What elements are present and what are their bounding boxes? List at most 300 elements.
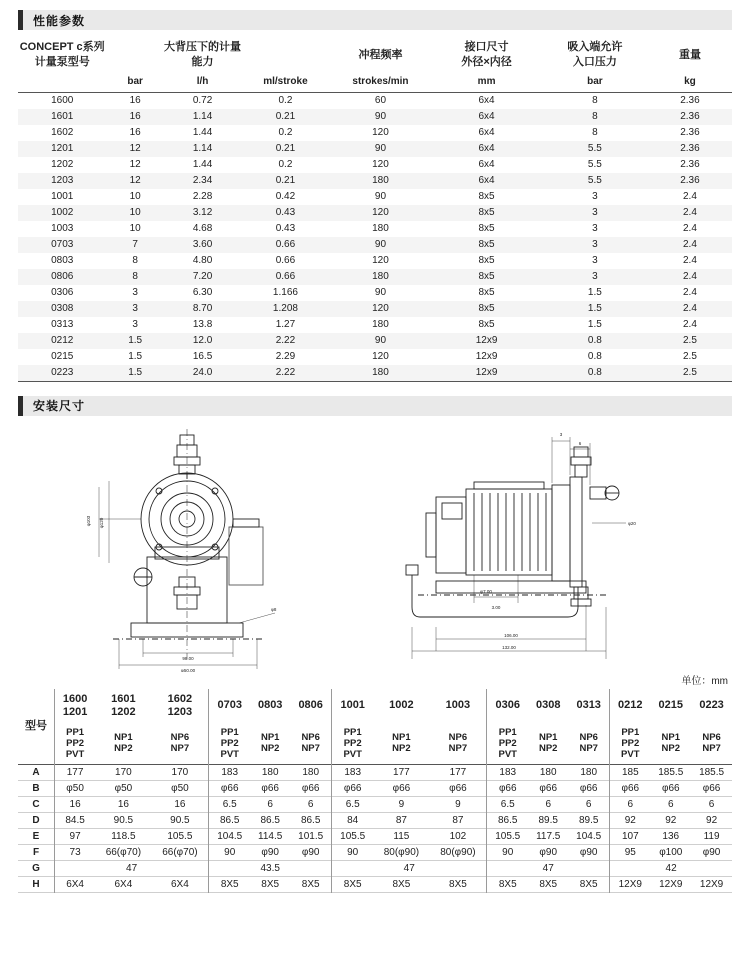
- table-row: [18, 844, 732, 860]
- table-cell: 90: [374, 191, 387, 202]
- table-cell: φ66: [449, 782, 467, 794]
- table-cell: 6: [307, 798, 314, 810]
- table-row: [18, 796, 732, 812]
- svg-text:132.00: 132.00: [502, 644, 516, 650]
- svg-text:φ7.00: φ7.00: [480, 588, 492, 594]
- row-model: 1202: [51, 159, 74, 170]
- material-code: PVT: [220, 748, 239, 760]
- table-cell: 120: [372, 351, 389, 362]
- dimension-model-header: [528, 689, 568, 723]
- table-cell: 6x4: [478, 95, 495, 107]
- header-model: [18, 38, 106, 72]
- table-cell: 6.5: [487, 796, 529, 812]
- dimension-row-label: G: [32, 862, 40, 874]
- table-row: [18, 333, 732, 349]
- dimension-material-header: [430, 723, 487, 765]
- table-cell: 115: [393, 830, 410, 842]
- table-cell: 2.22: [275, 367, 296, 378]
- table-cell: 90.5: [170, 814, 190, 826]
- unit-4: strokes/min: [352, 76, 409, 87]
- model-line1: 0212: [618, 699, 643, 711]
- table-cell: 120: [372, 159, 389, 170]
- dimension-material-header: [650, 723, 691, 765]
- table-cell: 66(φ70): [162, 846, 198, 858]
- table-cell: 2.36: [680, 95, 700, 107]
- table-row: [18, 764, 732, 780]
- svg-text:3: 3: [559, 431, 563, 437]
- table-cell: 8.70: [192, 303, 213, 314]
- table-cell: 16: [129, 127, 141, 138]
- model-line1: 0223: [699, 699, 724, 711]
- material-code: PVT: [343, 748, 362, 760]
- dimension-material-header: [95, 723, 151, 765]
- table-row: [18, 780, 732, 796]
- table-cell: 6: [610, 796, 651, 812]
- table-cell: 8x5: [478, 319, 495, 330]
- table-row: [18, 269, 732, 285]
- table-cell: 84.5: [55, 812, 96, 828]
- table-cell: 16: [55, 796, 96, 812]
- table-cell: φ50: [55, 780, 96, 796]
- table-cell: 8X5: [261, 878, 280, 890]
- material-code: PVT: [498, 748, 517, 760]
- row-model: 1602: [51, 127, 74, 138]
- table-cell: φ100: [659, 846, 683, 858]
- table-cell: 6: [545, 798, 551, 810]
- dimension-model-header: [691, 689, 732, 723]
- table-cell: 12: [129, 143, 141, 154]
- table-cell: 180: [580, 766, 598, 778]
- table-cell: 12: [129, 159, 141, 170]
- table-cell: 6.30: [192, 287, 213, 298]
- table-cell: 101.5: [298, 830, 324, 842]
- table-cell: 1.44: [192, 159, 213, 170]
- model-line1: 0308: [535, 699, 561, 711]
- header-connection-line1: 接口尺寸: [464, 41, 509, 53]
- material-code: PP2: [343, 737, 362, 749]
- table-cell: φ90: [702, 846, 721, 858]
- table-cell: 185.5: [699, 766, 725, 778]
- material-code: NP6: [448, 732, 468, 743]
- model-line1: 0306: [495, 699, 520, 711]
- table-cell: 2.36: [680, 111, 700, 122]
- unit-3: ml/stroke: [263, 76, 308, 87]
- table-cell: 10: [129, 191, 141, 202]
- table-cell: 60: [374, 95, 387, 107]
- material-code: NP6: [702, 732, 721, 743]
- table-cell: 120: [372, 207, 389, 218]
- table-cell: 117.5: [536, 830, 561, 842]
- install-section-header: [18, 396, 732, 416]
- table-cell: 6.5: [332, 796, 374, 812]
- table-cell: 42: [610, 860, 732, 876]
- dimension-material-header: [152, 723, 209, 765]
- table-cell: 6X4: [171, 878, 189, 890]
- unit-5: mm: [477, 76, 496, 87]
- table-cell: 89.5: [538, 814, 558, 826]
- table-cell: φ66: [487, 780, 529, 796]
- svg-text:98.00: 98.00: [182, 655, 194, 661]
- table-cell: 180: [372, 223, 389, 234]
- table-cell: 180: [372, 367, 389, 378]
- table-cell: 8X5: [449, 878, 467, 890]
- table-cell: 0.72: [192, 95, 213, 107]
- table-row: [18, 93, 732, 109]
- material-code: NP1: [114, 732, 133, 743]
- unit-2: l/h: [196, 76, 209, 87]
- material-code: NP6: [170, 732, 190, 743]
- table-cell: 136: [662, 830, 680, 842]
- dimension-table: [18, 689, 732, 893]
- table-row: [18, 285, 732, 301]
- table-cell: 16.5: [192, 351, 213, 362]
- performance-section-header: [18, 10, 732, 30]
- table-cell: 6: [667, 798, 674, 810]
- material-code: NP7: [579, 743, 598, 754]
- row-model: 1002: [51, 207, 74, 218]
- material-code: NP2: [661, 743, 681, 754]
- table-cell: 6.5: [209, 796, 251, 812]
- table-cell: 177: [449, 766, 467, 778]
- table-row: [18, 812, 732, 828]
- table-cell: 8x5: [478, 191, 495, 202]
- table-cell: φ90: [539, 846, 558, 858]
- svg-text:3.00: 3.00: [491, 604, 501, 610]
- table-cell: 3: [592, 239, 598, 250]
- table-cell: φ66: [702, 782, 721, 794]
- table-cell: 0.66: [275, 271, 296, 282]
- table-cell: 120: [372, 255, 389, 266]
- material-code: NP7: [448, 743, 468, 754]
- model-line2: 1203: [167, 705, 193, 718]
- table-cell: 92: [610, 812, 651, 828]
- table-cell: 1.14: [192, 111, 213, 122]
- row-model: 0212: [51, 335, 74, 346]
- table-cell: 90: [374, 111, 387, 122]
- table-cell: 0.2: [278, 127, 293, 138]
- side-view-drawing: [378, 427, 678, 672]
- dimension-material-header: [290, 723, 332, 765]
- table-cell: 2.4: [683, 271, 697, 282]
- material-code: NP6: [301, 732, 320, 743]
- performance-header-row: [18, 38, 732, 72]
- table-cell: 0.66: [275, 255, 296, 266]
- header-capacity-spacer2: [241, 38, 329, 72]
- model-line2: 1202: [111, 705, 136, 718]
- table-row: [18, 189, 732, 205]
- table-row: [18, 221, 732, 237]
- unit-1: bar: [127, 76, 143, 87]
- dimension-model-header: [568, 689, 610, 723]
- table-cell: 3: [592, 255, 598, 266]
- table-cell: 6: [585, 798, 592, 810]
- row-model: 0306: [51, 287, 74, 298]
- table-cell: 170: [115, 766, 132, 778]
- dimension-model-header: [487, 689, 529, 723]
- table-cell: 4.80: [192, 255, 213, 266]
- table-cell: 1.5: [587, 287, 602, 298]
- table-row: [18, 253, 732, 269]
- table-cell: 86.5: [260, 814, 280, 826]
- table-cell: 8x5: [478, 223, 495, 234]
- dimension-material-row: [18, 723, 732, 765]
- material-code: NP2: [538, 743, 558, 754]
- model-line1: 0313: [576, 699, 601, 711]
- table-cell: 8: [592, 127, 598, 138]
- table-cell: 105.5: [167, 830, 193, 842]
- table-cell: 1.5: [587, 303, 602, 314]
- table-cell: 1.5: [128, 335, 143, 346]
- dimension-model-header: [290, 689, 332, 723]
- table-cell: 12: [129, 175, 141, 186]
- header-model-line1: CONCEPT c系列: [19, 41, 105, 53]
- table-cell: 2.5: [683, 351, 697, 362]
- material-code: PP1: [66, 726, 85, 738]
- table-cell: 7: [132, 239, 138, 250]
- dimension-row-label-header: 型号: [25, 719, 47, 732]
- table-cell: 105.5: [487, 828, 529, 844]
- table-cell: 0.8: [587, 351, 602, 362]
- table-row: [18, 141, 732, 157]
- dimension-material-header: [568, 723, 610, 765]
- row-model: 0223: [51, 367, 74, 378]
- table-cell: 90: [487, 844, 529, 860]
- table-cell: 5.5: [587, 143, 602, 154]
- table-cell: 0.43: [275, 207, 296, 218]
- table-cell: φ66: [579, 782, 598, 794]
- material-code: PP1: [343, 726, 362, 738]
- table-cell: φ66: [610, 780, 651, 796]
- table-cell: φ66: [539, 782, 558, 794]
- table-row: [18, 157, 732, 173]
- table-cell: 2.36: [680, 159, 700, 170]
- table-cell: 6X4: [114, 878, 133, 890]
- table-cell: 0.8: [587, 367, 602, 378]
- table-cell: 47: [332, 860, 487, 876]
- table-cell: 183: [332, 764, 374, 780]
- material-code: NP1: [661, 732, 681, 743]
- unit-note: 单位：mm: [681, 675, 728, 687]
- table-cell: 6: [267, 798, 273, 810]
- table-cell: 80(φ90): [383, 846, 420, 858]
- dimension-row-label: D: [32, 814, 40, 826]
- dimension-table-head: [18, 689, 732, 765]
- table-cell: 2.4: [683, 319, 697, 330]
- table-cell: 8X5: [301, 878, 320, 890]
- header-inlet-pressure: [542, 38, 648, 72]
- drawing-area: [18, 422, 732, 672]
- dimension-model-header: [55, 689, 96, 723]
- table-row: [18, 109, 732, 125]
- header-capacity: 大背压下的计量能力: [164, 41, 242, 68]
- table-cell: 1.5: [128, 367, 143, 378]
- performance-section-title: 性能参数: [33, 13, 86, 28]
- table-cell: 2.36: [680, 143, 700, 154]
- table-cell: 3: [592, 191, 598, 202]
- table-row: [18, 317, 732, 333]
- table-cell: 12X9: [610, 876, 651, 892]
- table-cell: 86.5: [209, 812, 251, 828]
- table-row: [18, 876, 732, 892]
- svg-text:φ103: φ103: [86, 515, 91, 526]
- model-line1: 1600: [62, 692, 88, 705]
- row-model: 0803: [51, 255, 74, 266]
- table-cell: 84: [332, 812, 374, 828]
- table-cell: φ66: [661, 782, 680, 794]
- dimension-model-header: [373, 689, 429, 723]
- header-connection-size: [431, 38, 542, 72]
- table-cell: 6X4: [55, 876, 96, 892]
- table-cell: 1.14: [192, 143, 213, 154]
- material-code: NP2: [260, 743, 280, 754]
- material-code: PP2: [220, 737, 239, 749]
- table-cell: 2.22: [275, 335, 296, 346]
- table-cell: 13.8: [192, 319, 213, 330]
- performance-table-bottom-rule: [18, 381, 732, 382]
- dimension-material-header: [691, 723, 732, 765]
- header-weight: 重量: [678, 48, 701, 61]
- table-cell: 8x5: [478, 271, 495, 282]
- table-cell: 7.20: [192, 271, 213, 282]
- table-row: [18, 237, 732, 253]
- table-cell: 120: [372, 303, 389, 314]
- dimension-row-label: F: [32, 846, 40, 858]
- table-cell: 8: [592, 95, 598, 107]
- table-cell: 2.4: [683, 303, 697, 314]
- dimension-material-header: [487, 723, 529, 765]
- dimension-row-label: C: [32, 798, 40, 810]
- table-cell: 86.5: [487, 812, 529, 828]
- table-cell: 80(φ90): [440, 846, 476, 858]
- table-cell: 9: [455, 798, 461, 810]
- model-line1: 1002: [389, 699, 414, 711]
- header-inlet-line2: 入口压力: [572, 56, 617, 68]
- model-line1: 0806: [298, 699, 323, 711]
- table-cell: 2.5: [683, 335, 697, 346]
- table-cell: 3: [592, 271, 598, 282]
- table-cell: 107: [610, 828, 651, 844]
- table-cell: φ66: [261, 782, 279, 794]
- table-cell: 16: [174, 798, 186, 810]
- table-cell: 185.5: [658, 766, 684, 778]
- table-cell: 6: [708, 798, 715, 810]
- table-row: [18, 365, 732, 381]
- table-cell: 8x5: [478, 255, 495, 266]
- svg-text:φ8: φ8: [271, 606, 277, 612]
- unit-6: bar: [587, 76, 603, 87]
- dimension-material-header: [209, 723, 251, 765]
- table-cell: 183: [209, 764, 251, 780]
- material-code: PVT: [621, 748, 640, 760]
- material-code: PP1: [498, 726, 517, 738]
- table-cell: 105.5: [332, 828, 374, 844]
- model-line2: 1201: [62, 705, 88, 718]
- table-cell: 180: [302, 766, 320, 778]
- table-cell: 2.28: [192, 191, 213, 202]
- table-cell: 8X5: [332, 876, 374, 892]
- table-cell: 8x5: [478, 207, 495, 218]
- material-code: NP1: [392, 732, 411, 743]
- table-cell: 2.4: [683, 287, 697, 298]
- table-cell: 10: [129, 223, 141, 234]
- performance-table-head: [18, 38, 732, 93]
- table-cell: 2.5: [683, 367, 697, 378]
- material-code: PP1: [220, 726, 239, 738]
- dimension-row-label: E: [32, 830, 40, 842]
- model-line1: 1001: [340, 699, 365, 711]
- table-cell: 6x4: [478, 175, 495, 186]
- table-cell: 8X5: [487, 876, 529, 892]
- table-cell: 1.44: [192, 127, 213, 138]
- table-cell: 90: [374, 335, 387, 346]
- table-cell: 47: [55, 860, 209, 876]
- table-cell: 0.66: [275, 239, 296, 250]
- model-line1: 0215: [658, 699, 684, 711]
- table-cell: 6x4: [478, 159, 495, 170]
- table-cell: 95: [610, 844, 651, 860]
- table-cell: 0.43: [275, 223, 296, 234]
- table-cell: 104.5: [209, 828, 251, 844]
- table-cell: 90: [209, 844, 251, 860]
- table-row: [18, 828, 732, 844]
- table-cell: 2.4: [683, 191, 697, 202]
- front-view-drawing: [43, 427, 373, 672]
- table-cell: 177: [55, 764, 96, 780]
- material-code: NP2: [392, 743, 411, 754]
- table-cell: 12x9: [475, 335, 498, 346]
- header-inlet-line1: 吸入端允许: [567, 41, 623, 53]
- table-cell: 2.29: [275, 351, 296, 362]
- dimension-row-label: B: [32, 782, 40, 794]
- svg-text:6: 6: [578, 440, 582, 446]
- table-cell: 3.60: [192, 239, 213, 250]
- table-cell: 24.0: [192, 367, 213, 378]
- table-cell: 180: [372, 319, 389, 330]
- row-model: 1203: [51, 175, 74, 186]
- dimension-material-header: [528, 723, 568, 765]
- table-cell: 12X9: [699, 878, 724, 890]
- table-cell: 8: [592, 111, 598, 122]
- dimension-row-label: A: [32, 766, 40, 778]
- table-cell: 92: [665, 814, 677, 826]
- model-line1: 0703: [217, 699, 242, 711]
- table-cell: 8X5: [209, 876, 251, 892]
- dimension-material-header: [55, 723, 96, 765]
- table-cell: 0.42: [275, 191, 296, 202]
- table-cell: 87: [395, 814, 407, 826]
- table-cell: 12x9: [475, 351, 498, 362]
- table-cell: 180: [539, 766, 557, 778]
- table-cell: 90.5: [113, 814, 134, 826]
- table-cell: 9: [398, 798, 405, 810]
- table-cell: 8: [132, 255, 138, 266]
- table-cell: 16: [129, 111, 141, 122]
- table-cell: φ90: [579, 846, 598, 858]
- table-cell: 170: [171, 766, 189, 778]
- material-code: NP2: [114, 743, 133, 754]
- table-row: [18, 125, 732, 141]
- table-cell: 86.5: [300, 814, 321, 826]
- table-cell: 73: [55, 844, 96, 860]
- table-cell: 2.34: [192, 175, 213, 186]
- row-model: 1001: [51, 191, 74, 202]
- table-cell: 185: [610, 764, 651, 780]
- dimension-model-header: [430, 689, 487, 723]
- table-cell: 120: [372, 127, 389, 138]
- row-model: 0313: [51, 319, 74, 330]
- table-cell: 16: [117, 798, 129, 810]
- table-cell: 8: [132, 271, 138, 282]
